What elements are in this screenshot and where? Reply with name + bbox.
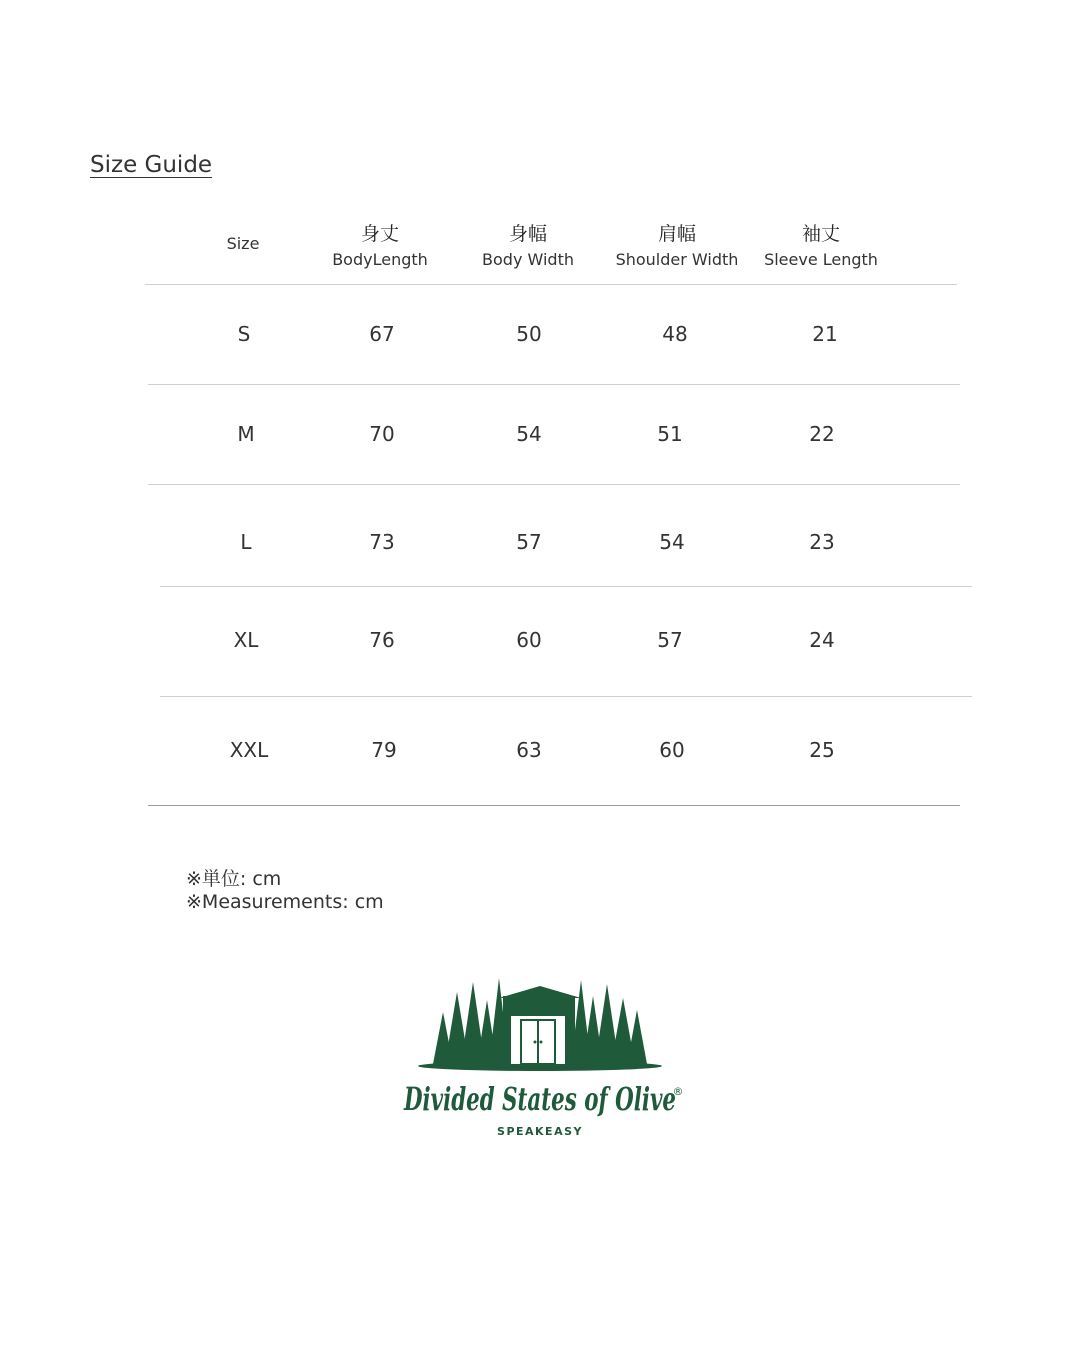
col-header-jp-body-width: 身幅	[508, 223, 547, 245]
size-cell: S	[237, 322, 251, 346]
brand-subtitle: SPEAKEASY	[497, 1125, 583, 1138]
body-width-cell: 63	[516, 738, 542, 762]
unit-note-jp: ※単位: cm	[186, 868, 282, 890]
col-header-jp-sleeve-length: 袖丈	[801, 223, 840, 245]
col-header-jp-shoulder-width: 肩幅	[657, 223, 696, 245]
row-divider	[148, 484, 960, 485]
body-length-cell: 73	[369, 530, 395, 554]
brand-wordmark: Divided States of Olive	[403, 1080, 676, 1118]
body-width-cell: 57	[516, 530, 542, 554]
sleeve-length-cell: 22	[809, 422, 835, 446]
col-header-en-shoulder-width: Shoulder Width	[615, 250, 739, 269]
size-cell: XXL	[229, 738, 269, 762]
row-divider	[160, 696, 972, 697]
shoulder-width-cell: 60	[659, 738, 685, 762]
sleeve-length-cell: 21	[812, 322, 838, 346]
size-column-header: Size	[226, 234, 260, 253]
col-header-jp-body-length: 身丈	[360, 223, 399, 245]
shoulder-width-cell: 48	[662, 322, 688, 346]
body-length-cell: 70	[369, 422, 395, 446]
header-divider	[145, 284, 957, 285]
house-door	[511, 1016, 565, 1064]
table-bottom-divider	[148, 805, 960, 806]
col-header-en-body-width: Body Width	[482, 250, 574, 269]
sleeve-length-cell: 23	[809, 530, 835, 554]
registered-mark: ®	[672, 1085, 684, 1098]
sleeve-length-cell: 25	[809, 738, 835, 762]
body-width-cell: 54	[516, 422, 542, 446]
col-header-en-sleeve-length: Sleeve Length	[764, 250, 878, 269]
body-length-cell: 67	[369, 322, 395, 346]
unit-note-en: ※Measurements: cm	[186, 891, 384, 913]
shoulder-width-cell: 54	[659, 530, 685, 554]
body-width-cell: 60	[516, 628, 542, 652]
body-length-cell: 76	[369, 628, 395, 652]
size-cell: L	[240, 530, 252, 554]
shoulder-width-cell: 51	[657, 422, 683, 446]
size-cell: XL	[233, 628, 259, 652]
row-divider	[160, 586, 972, 587]
sleeve-length-cell: 24	[809, 628, 835, 652]
size-guide-title: Size Guide	[90, 152, 213, 178]
size-cell: M	[237, 422, 255, 446]
col-header-en-body-length: BodyLength	[332, 250, 428, 269]
brand-logo	[395, 972, 685, 1142]
body-width-cell: 50	[516, 322, 542, 346]
body-length-cell: 79	[371, 738, 397, 762]
row-divider	[148, 384, 960, 385]
shoulder-width-cell: 57	[657, 628, 683, 652]
